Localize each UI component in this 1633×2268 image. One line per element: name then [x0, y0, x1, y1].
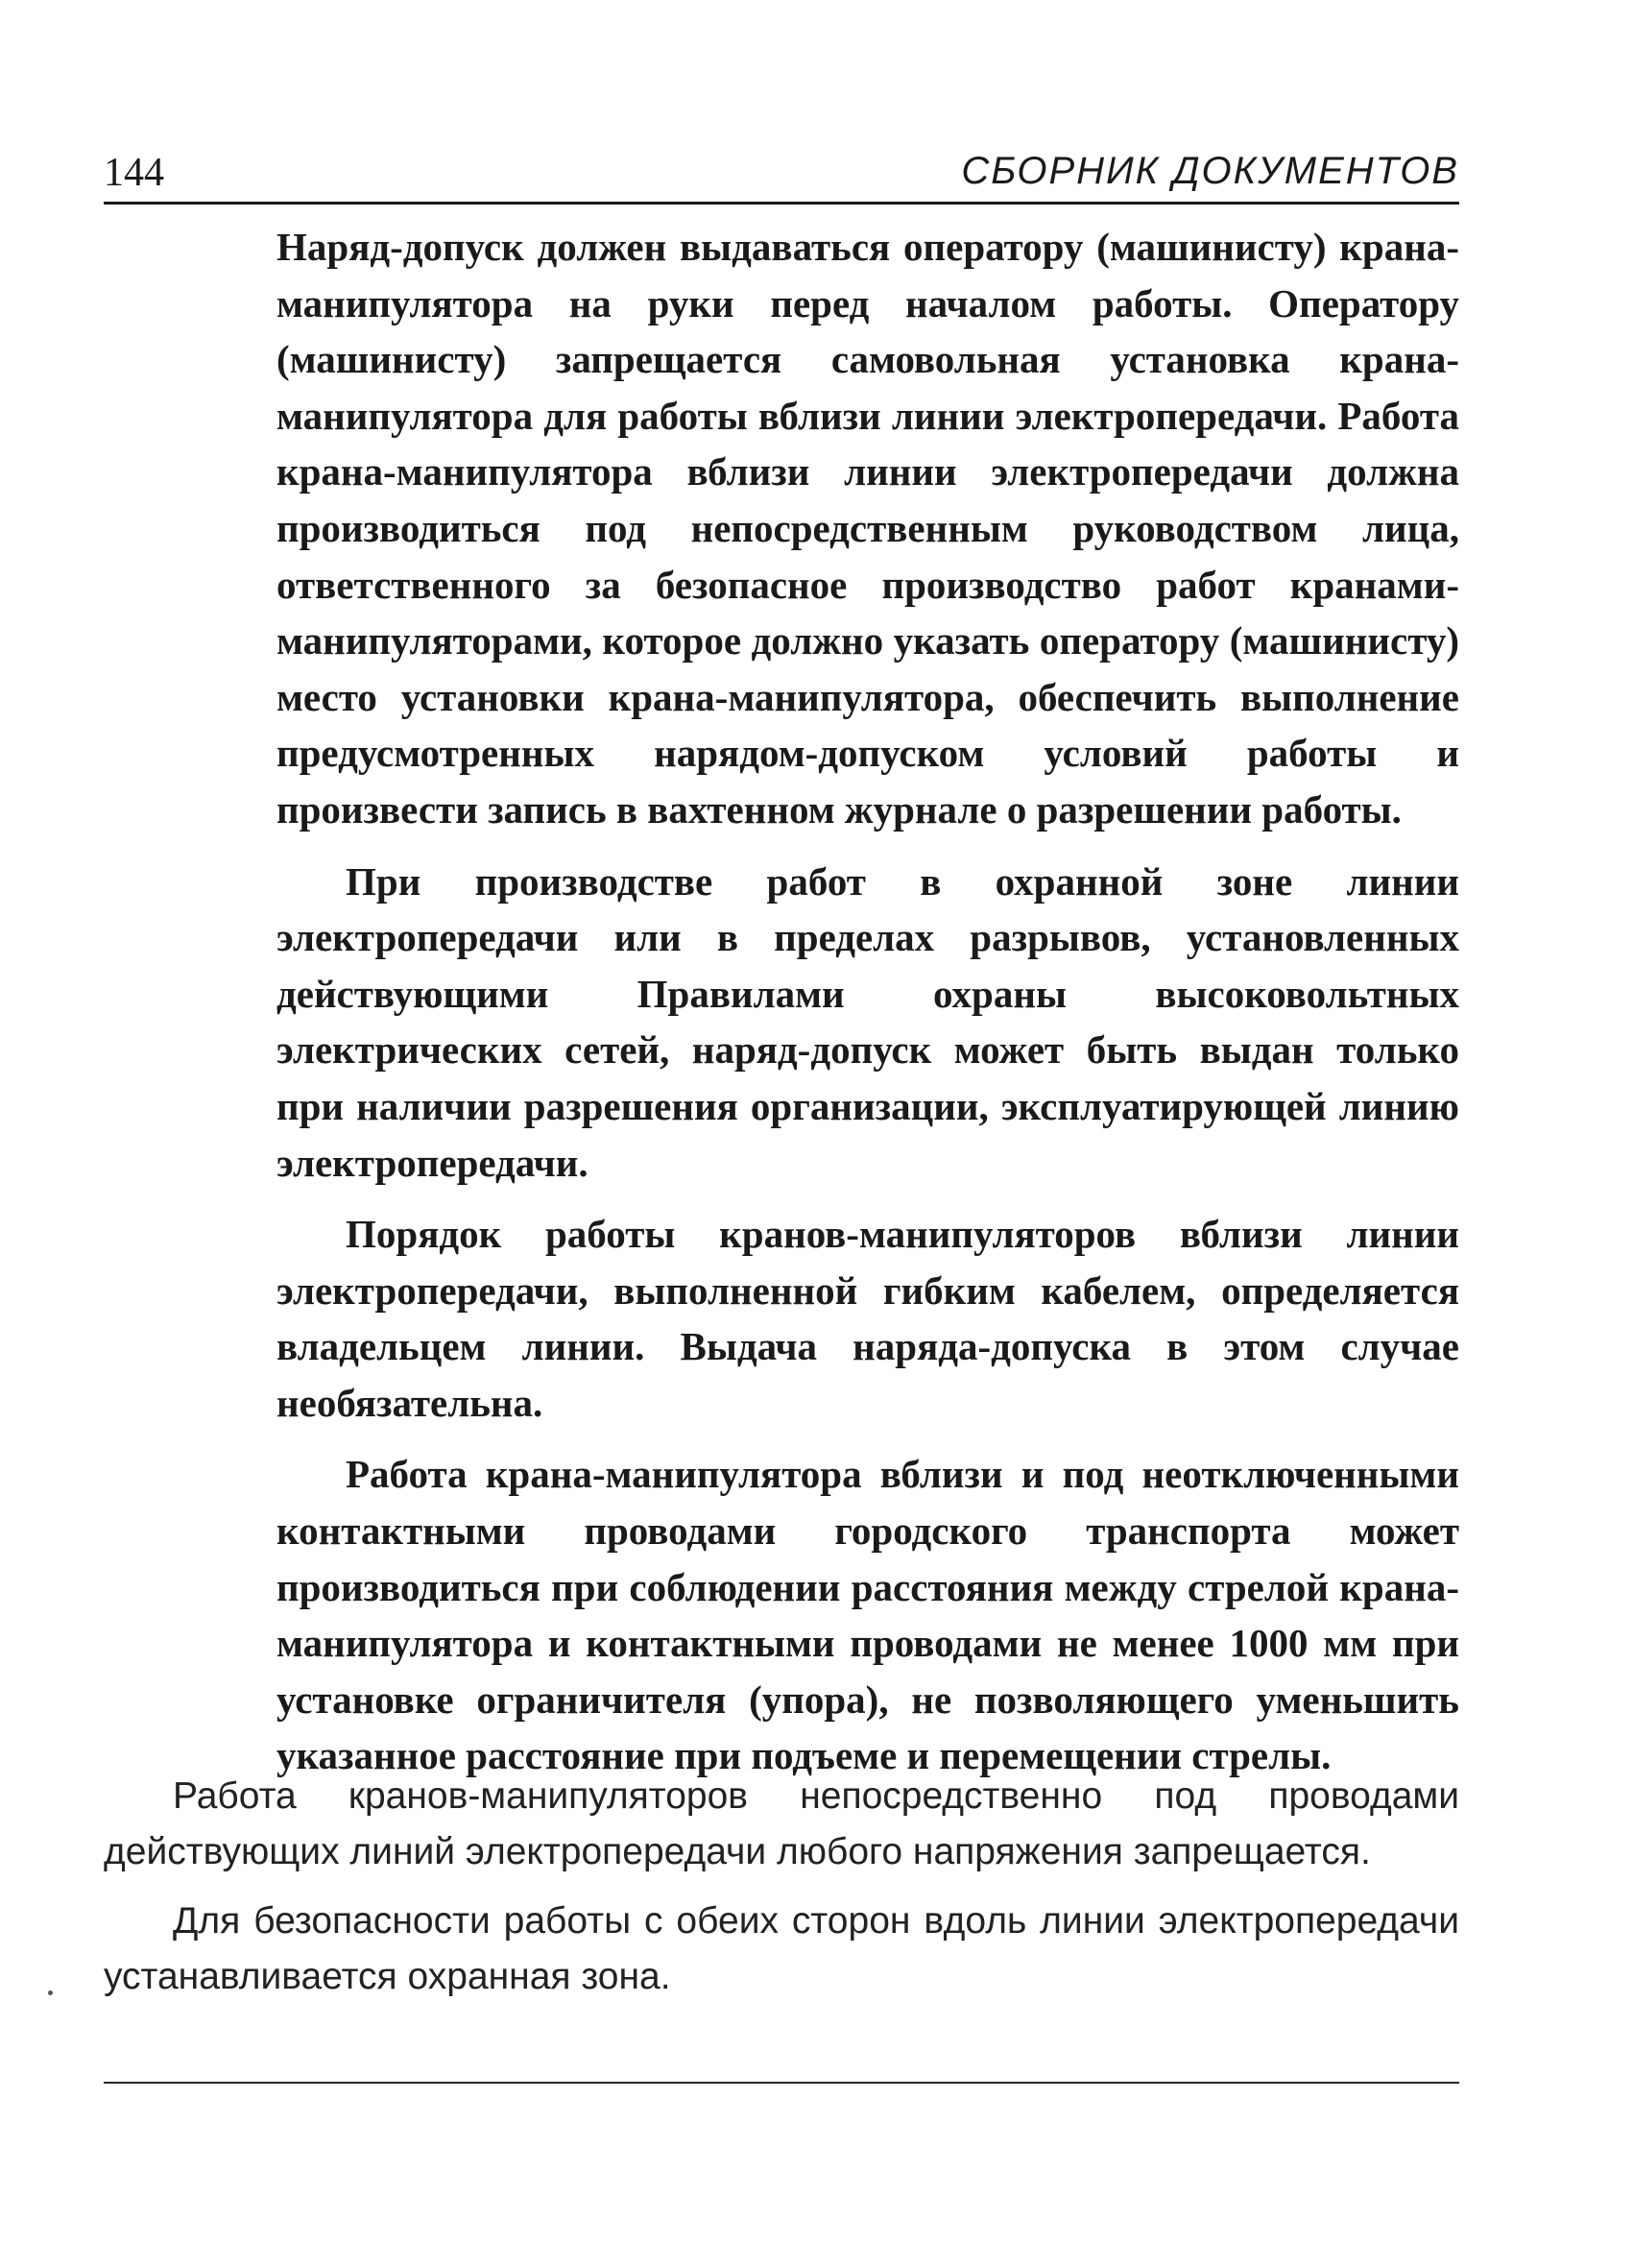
header-rule [104, 202, 1459, 205]
scan-speck [48, 1991, 53, 1995]
regulation-paragraph: Порядок работы кранов-манипуляторов вблизи линии электропередачи, выполненной гибким кабелем, определяется владельцем линии. Выдача наряда-допуска в этом случае необязательна. [276, 1212, 1459, 1425]
regulation-paragraph: При производстве работ в охранной зоне линии электропередачи или в пределах разрывов, установленных действующими Правилами охраны высоковольтных электрических сетей, наряд-допуск может быть выдан только при наличии разрешения организации, эксплуатирующей линию электропередачи. [276, 858, 1459, 1185]
running-head [104, 144, 1459, 204]
section-title: СБОРНИК ДОКУМЕНТОВ [961, 150, 1459, 192]
body-text-block [104, 1769, 1459, 2018]
body-paragraph: Для безопасности работы с обеих сторон вдоль линии электропередачи устанавливается охранная зона. [104, 1900, 1459, 1997]
regulation-paragraph: Работа крана-манипулятора вблизи и под неотключенными контактными проводами городского транспорта может производиться при соблюдении расстояния между стрелой крана-манипулятора и контактными проводами не менее 1000 мм при установке ограничителя (упора), не позволяющего уменьшить указанное расстояние при подъеме и перемещении стрелы. [276, 1452, 1459, 1778]
page-number: 144 [104, 151, 164, 195]
body-paragraph: Работа кранов-манипуляторов непосредственно под проводами действующих линий электропередачи любого напряжения запрещается. [104, 1775, 1459, 1872]
regulation-paragraph: Наряд-допуск должен выдаваться оператору (машинисту) крана-манипулятора на руки перед началом работы. Оператору (машинисту) запрещается самовольная установка крана-манипулятора для работы вблизи линии электропередачи. Работа крана-манипулятора вблизи линии электропередачи должна производиться под непосредственным руководством лица, ответственного за безопасное производство работ кранами-манипуляторами, которое должно указать оператору (машинисту) место установки крана-манипулятора, обеспечить выполнение предусмотренных нарядом-допуском условий работы и произвести запись в вахтенном журнале о разрешении работы. [276, 225, 1459, 832]
quoted-regulation-block [276, 219, 1459, 1799]
footer-rule [104, 2082, 1459, 2084]
